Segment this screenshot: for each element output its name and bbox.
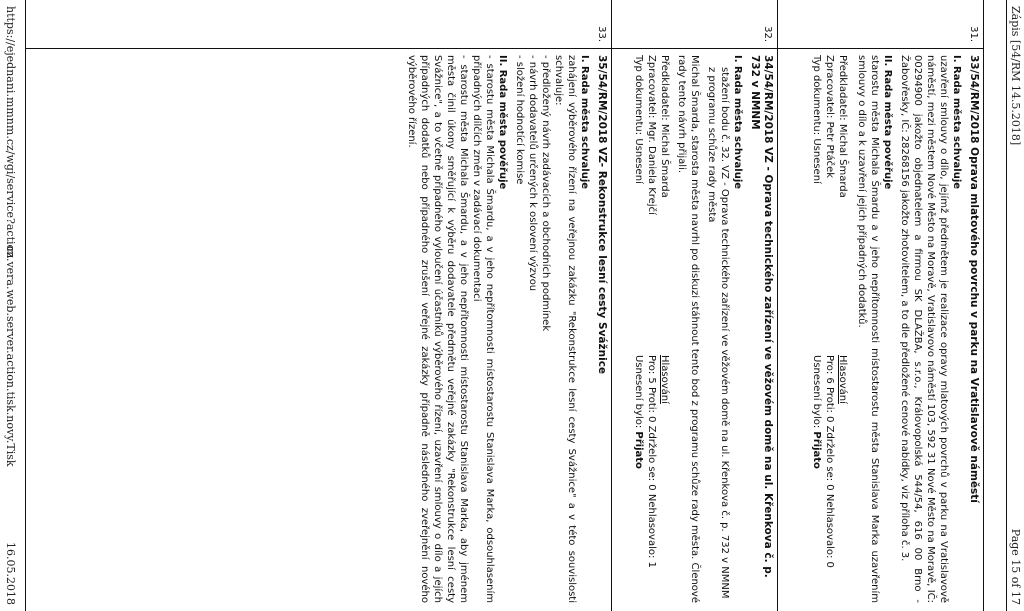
item-title: 35/54/RM/2018 VZ- Rekonstrukce lesní cesty Svážnice [596,55,608,375]
section-heading: II. Rada města pověřuje [497,55,508,190]
document-type: Typ dokumentu: Usnesení [633,55,644,184]
item-number: 33. [596,26,607,42]
item-title: 34/54/RM/2018 VZ - Oprava technického zařízení ve věžovém domě na ul. Křenkova č. p. 732 v NMNM [749,55,774,578]
list-item: - starostu města Michala Šmardu, a v jeho nepřítomnosti místostarostu Stanislava Marka, aby jménem města činil úkony směřující k výběru dodavatele předmětu veřejné zakázky "Rekonstrukce lesní cesty Svážnice", a to včetně případného vyloučení účastníků výběrového řízení, uzavření smlouvy o dílo a jejích případných dodatků nebo případného zrušení veřejné zakázky případně následného zveřejnění nového výběrového řízení. [406,55,469,603]
item-title: 33/54/RM/2018 Oprava mlatového povrchu v parku na Vratislavově náměstí [968,55,980,503]
item-separator [777,0,778,611]
document-type: Typ dokumentu: Usnesení [811,55,822,184]
section-text: starostu města Michala Šmardu a v jeho nepřítomnosti místostarostu města Stanislava Marka uzavřením smlouvy o dílo a k uzavření jejích případných dodatků. [856,55,880,603]
header-left: Zápis [54/RM 14.5.2018] [1009,6,1022,146]
item-number: 32. [762,26,773,42]
header-rule [1006,0,1007,611]
resolution-result: Přijato [633,431,644,469]
resolution-label: Usnesení bylo: [633,355,644,429]
resolution-result: Přijato [811,431,822,469]
item-separator [611,0,612,611]
section-text: zahájení výběrového řízení na veřejnou zakázku "Rekonstrukce lesní cesty Svážnice" a v této souvislosti schvaluje: [553,55,577,603]
vote-result: Pro: 5 Proti: 0 Zdrželo se: 0 Nehlasovalo: 1 [646,355,657,568]
item-number: 31. [968,26,979,42]
page-footer [3,6,17,605]
proposer: Předkladatel: Michal Šmarda [837,55,848,198]
section-text: Michal Šmarda, starosta města navrhl po diskuzi stáhnout tento bod z programu schůze rady města. Členové rady tento návrh přijali. [676,55,700,603]
list-item: - starostu města Michala Šmardu, a v jeho nepřítomnosti místostarostu Stanislava Marka, odsouhlasením případných dílčích změn v zadávací dokumentaci [471,55,495,603]
section-text: stažení bodu č. 32. VZ - Oprava technického zařízení ve věžovém domě na ul. Křenkova č. p. 732 v NMNM z programu schůze rady města [706,67,730,599]
table-top-rule [983,0,984,611]
processor: Zpracovatel: Mgr. Daniela Krejčí [646,55,657,215]
section-heading: I. Rada města schvaluje [732,55,743,190]
resolution-label: Usnesení bylo: [811,355,822,429]
footer-url: https://ejednani.mmnm.cz/wgi/service?action [4,6,17,259]
list-item: - složení hodnotící komise [514,55,525,185]
column-divider [26,48,984,49]
voting-label: Hlasování [837,355,848,404]
proposer: Předkladatel: Michal Šmarda [659,55,670,198]
section-heading: II. Rada města pověřuje [882,55,893,190]
section-heading: I. Rada města schvaluje [951,55,962,190]
footer-server: cz.vera.web.server.action.tisk.novy.Tisk [4,246,17,467]
footer-rule [25,0,26,611]
list-item: - předložený návrh zadávacích a obchodních podmínek [540,55,551,332]
section-heading: I. Rada města schvaluje [579,55,590,190]
section-text: uzavření smlouvy o dílo, jejímž předmětem je realizace opravy mlatových povrchů v parku na Vratislavově náměstí, mezi městem Nové Město na Moravě, Vratislavovo náměstí 103, 592 31 Nové Město na Moravě, IČ: 00294900 jakožto objednatelem a firmou SK DLAŽBA, s.r.o., Královopolská 544/54, 616 00 Brno - Žabovřesky, IČ: 28268156 jakožto zhotovitelem, a to dle předložené cenové nabídky, viz příloha č. 3. [899,55,949,603]
page-header [1008,6,1022,605]
page-number: Page 15 of 17 [1009,528,1022,605]
list-item: - návrh dodavatelů určených k oslovení výzvou [527,55,538,292]
footer-date: 16.05.2018 [4,542,17,605]
voting-label: Hlasování [659,355,670,404]
processor: Zpracovatel: Petr Ptáček [824,55,835,179]
vote-result: Pro: 6 Proti: 0 Zdrželo se: 0 Nehlasovalo: 0 [824,355,835,568]
